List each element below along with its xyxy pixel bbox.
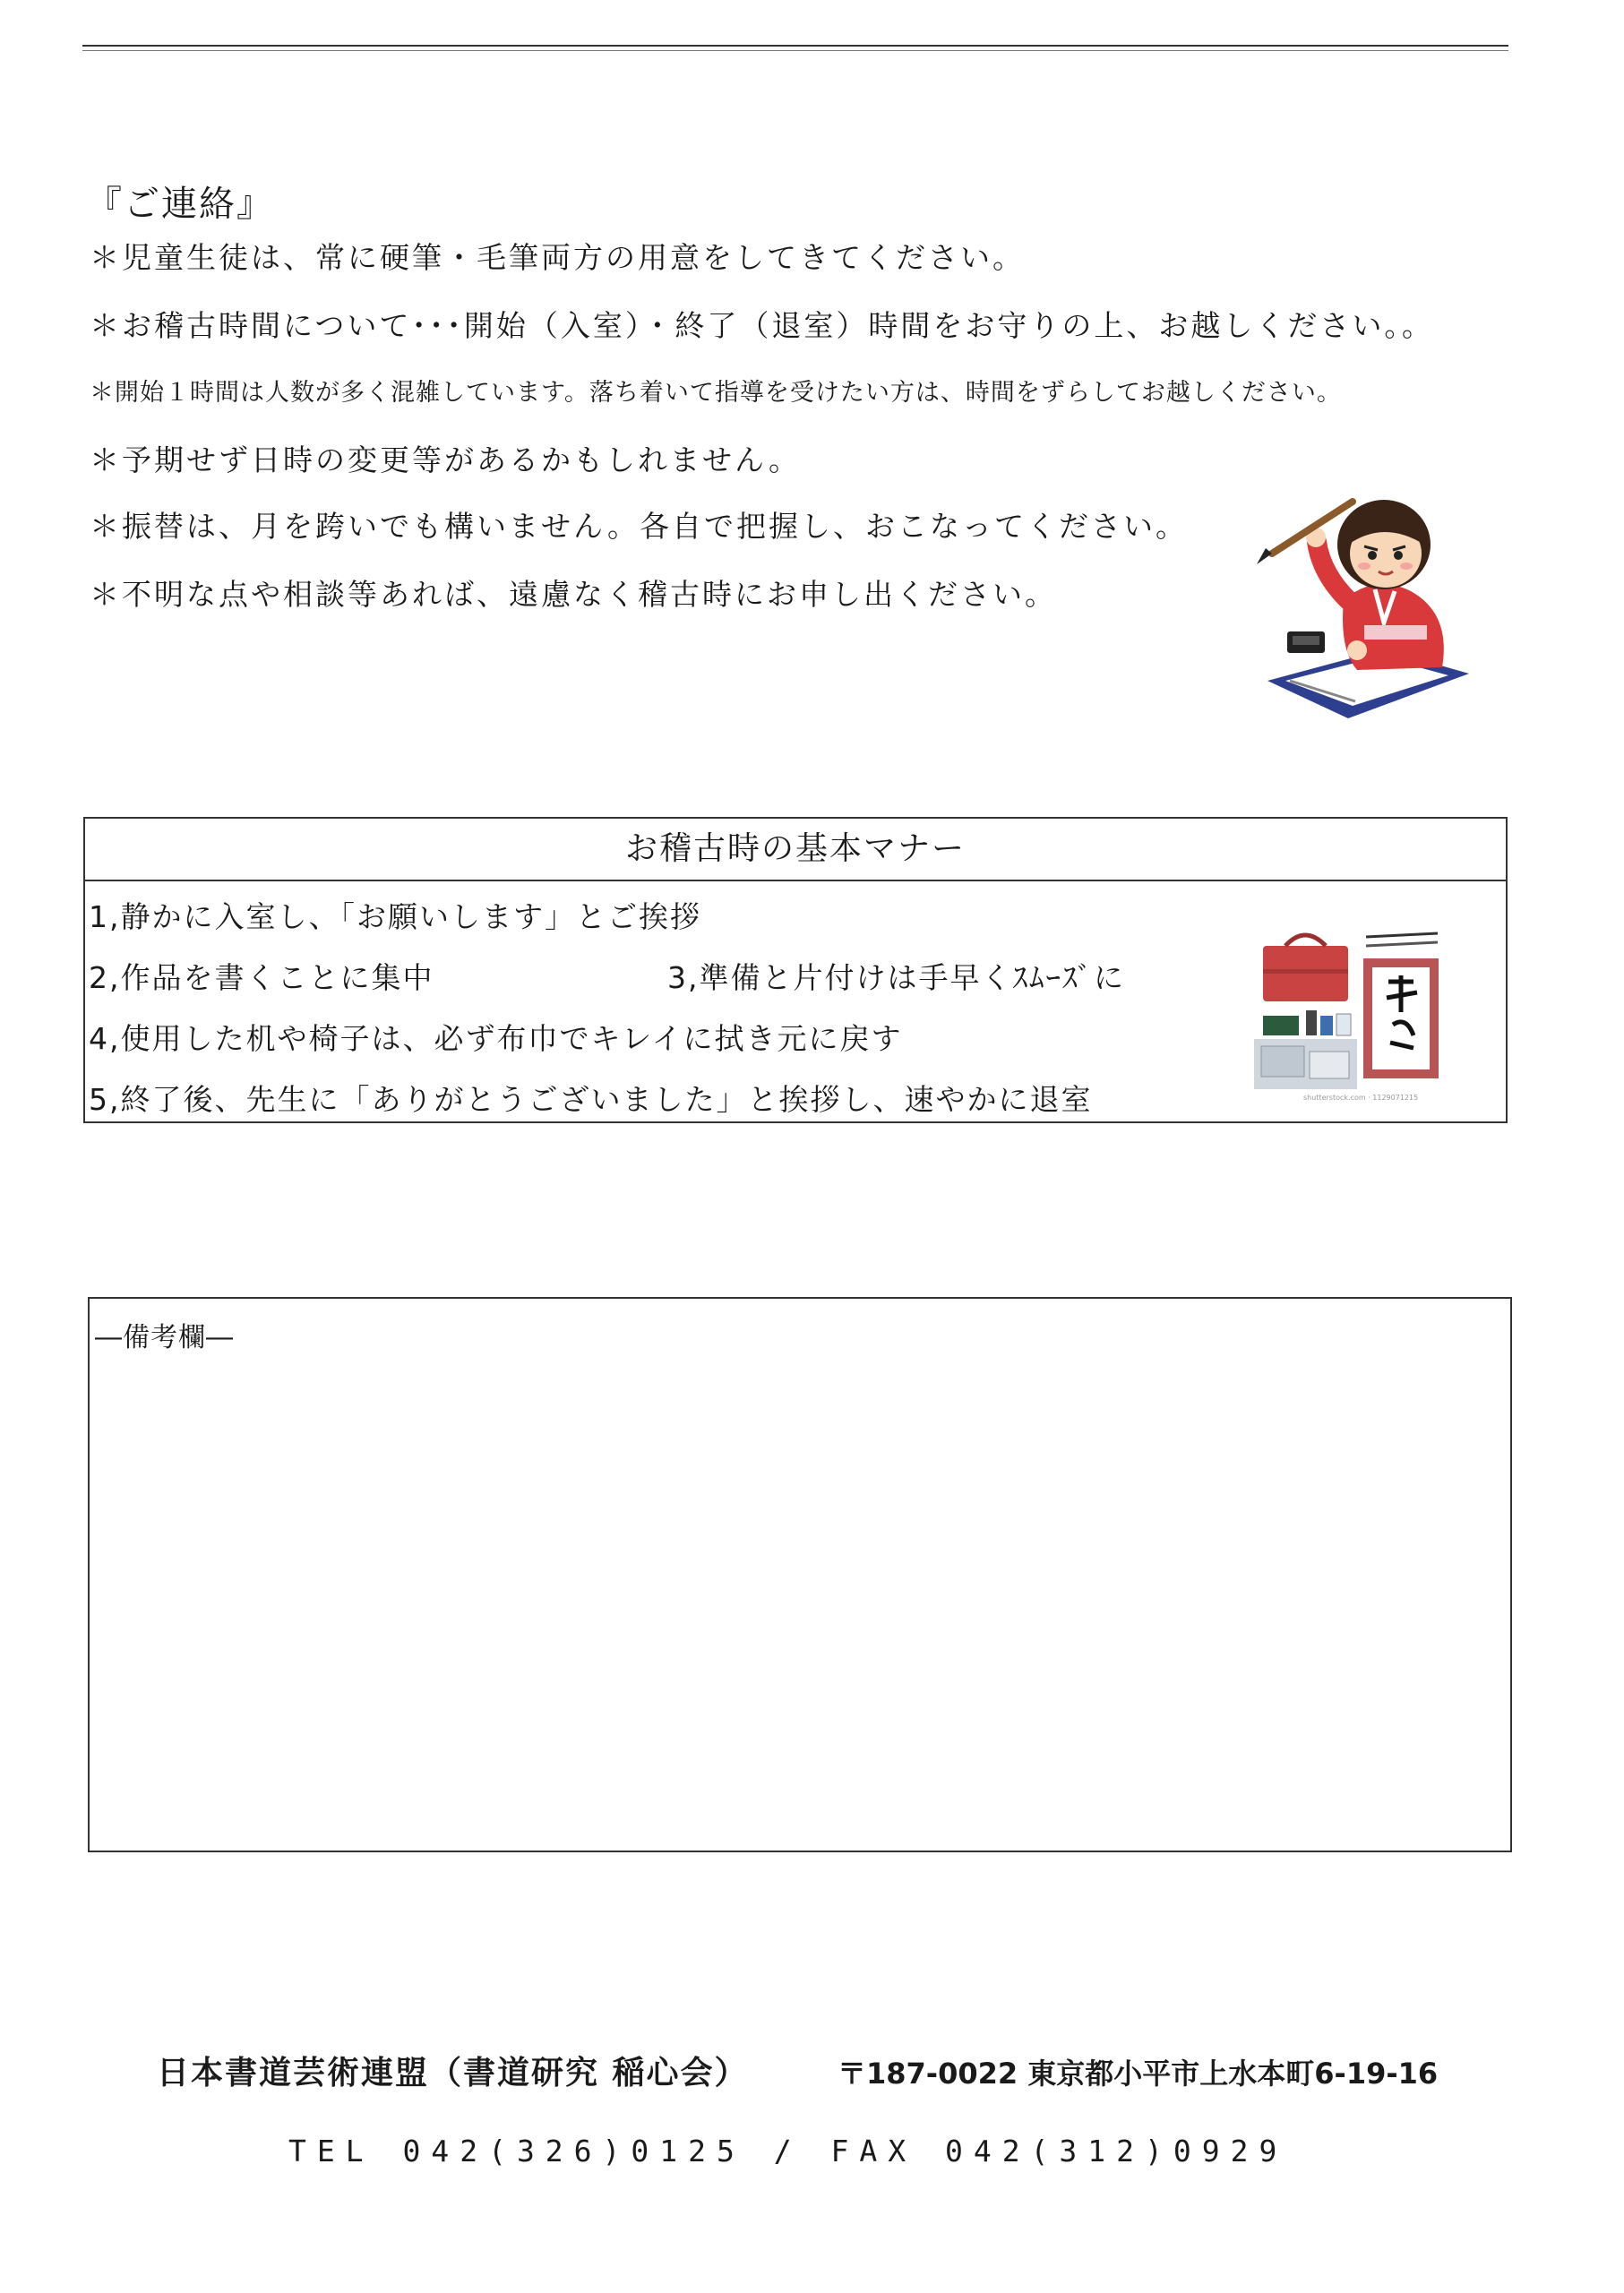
top-rule-secondary bbox=[82, 50, 1508, 51]
manners-title: お稽古時の基本マナー bbox=[85, 819, 1506, 881]
manner-item: 4,使用した机や椅子は、必ず布巾でキレイに拭き元に戻す bbox=[89, 1021, 903, 1056]
notice-item: ＊お稽古時間について･･･開始（入室）・終了（退室）時間をお守りの上、お越しください。。 bbox=[90, 308, 1434, 343]
notice-item: ＊不明な点や相談等あれば、遠慮なく稽古時にお申し出ください。 bbox=[90, 577, 1057, 612]
image-credit: shutterstock.com · 1129071215 bbox=[1303, 1094, 1419, 1102]
notice-item: ＊児童生徒は、常に硬筆・毛筆両方の用意をしてきてください。 bbox=[90, 240, 1025, 275]
top-rule bbox=[82, 45, 1508, 47]
manners-box bbox=[83, 817, 1508, 1123]
manner-item: 5,終了後、先生に「ありがとうございました」と挨拶し、速やかに退室 bbox=[89, 1082, 1093, 1117]
footer-address: 〒187-0022 東京都小平市上水本町6-19-16 bbox=[838, 2057, 1439, 2091]
notice-heading: 『ご連絡』 bbox=[86, 184, 274, 225]
footer-contact: TEL 042(326)0125 / FAX 042(312)0929 bbox=[288, 2134, 1288, 2168]
calligraphy-tools-image bbox=[1254, 926, 1460, 1105]
calligraphy-girl-illustration bbox=[1250, 466, 1482, 734]
remarks-box[interactable] bbox=[88, 1297, 1512, 1852]
manner-item: 2,作品を書くことに集中 bbox=[89, 960, 434, 995]
notice-item: ＊開始１時間は人数が多く混雑しています。落ち着いて指導を受けたい方は、時間をずらしてお越しください。 bbox=[90, 379, 1342, 407]
notice-item: ＊振替は、月を跨いでも構いません。各自で把握し、おこなってください。 bbox=[90, 509, 1188, 544]
notice-item: ＊予期せず日時の変更等があるかもしれません。 bbox=[90, 442, 801, 477]
manner-item: 3,準備と片付けは手早くｽﾑｰｽﾞに bbox=[667, 960, 1125, 995]
remarks-label: ―備考欄― bbox=[95, 1322, 234, 1353]
footer-organization: 日本書道芸術連盟（書道研究 稲心会） bbox=[157, 2055, 749, 2091]
manner-item: 1,静かに入室し、「お願いします」とご挨拶 bbox=[89, 899, 701, 934]
